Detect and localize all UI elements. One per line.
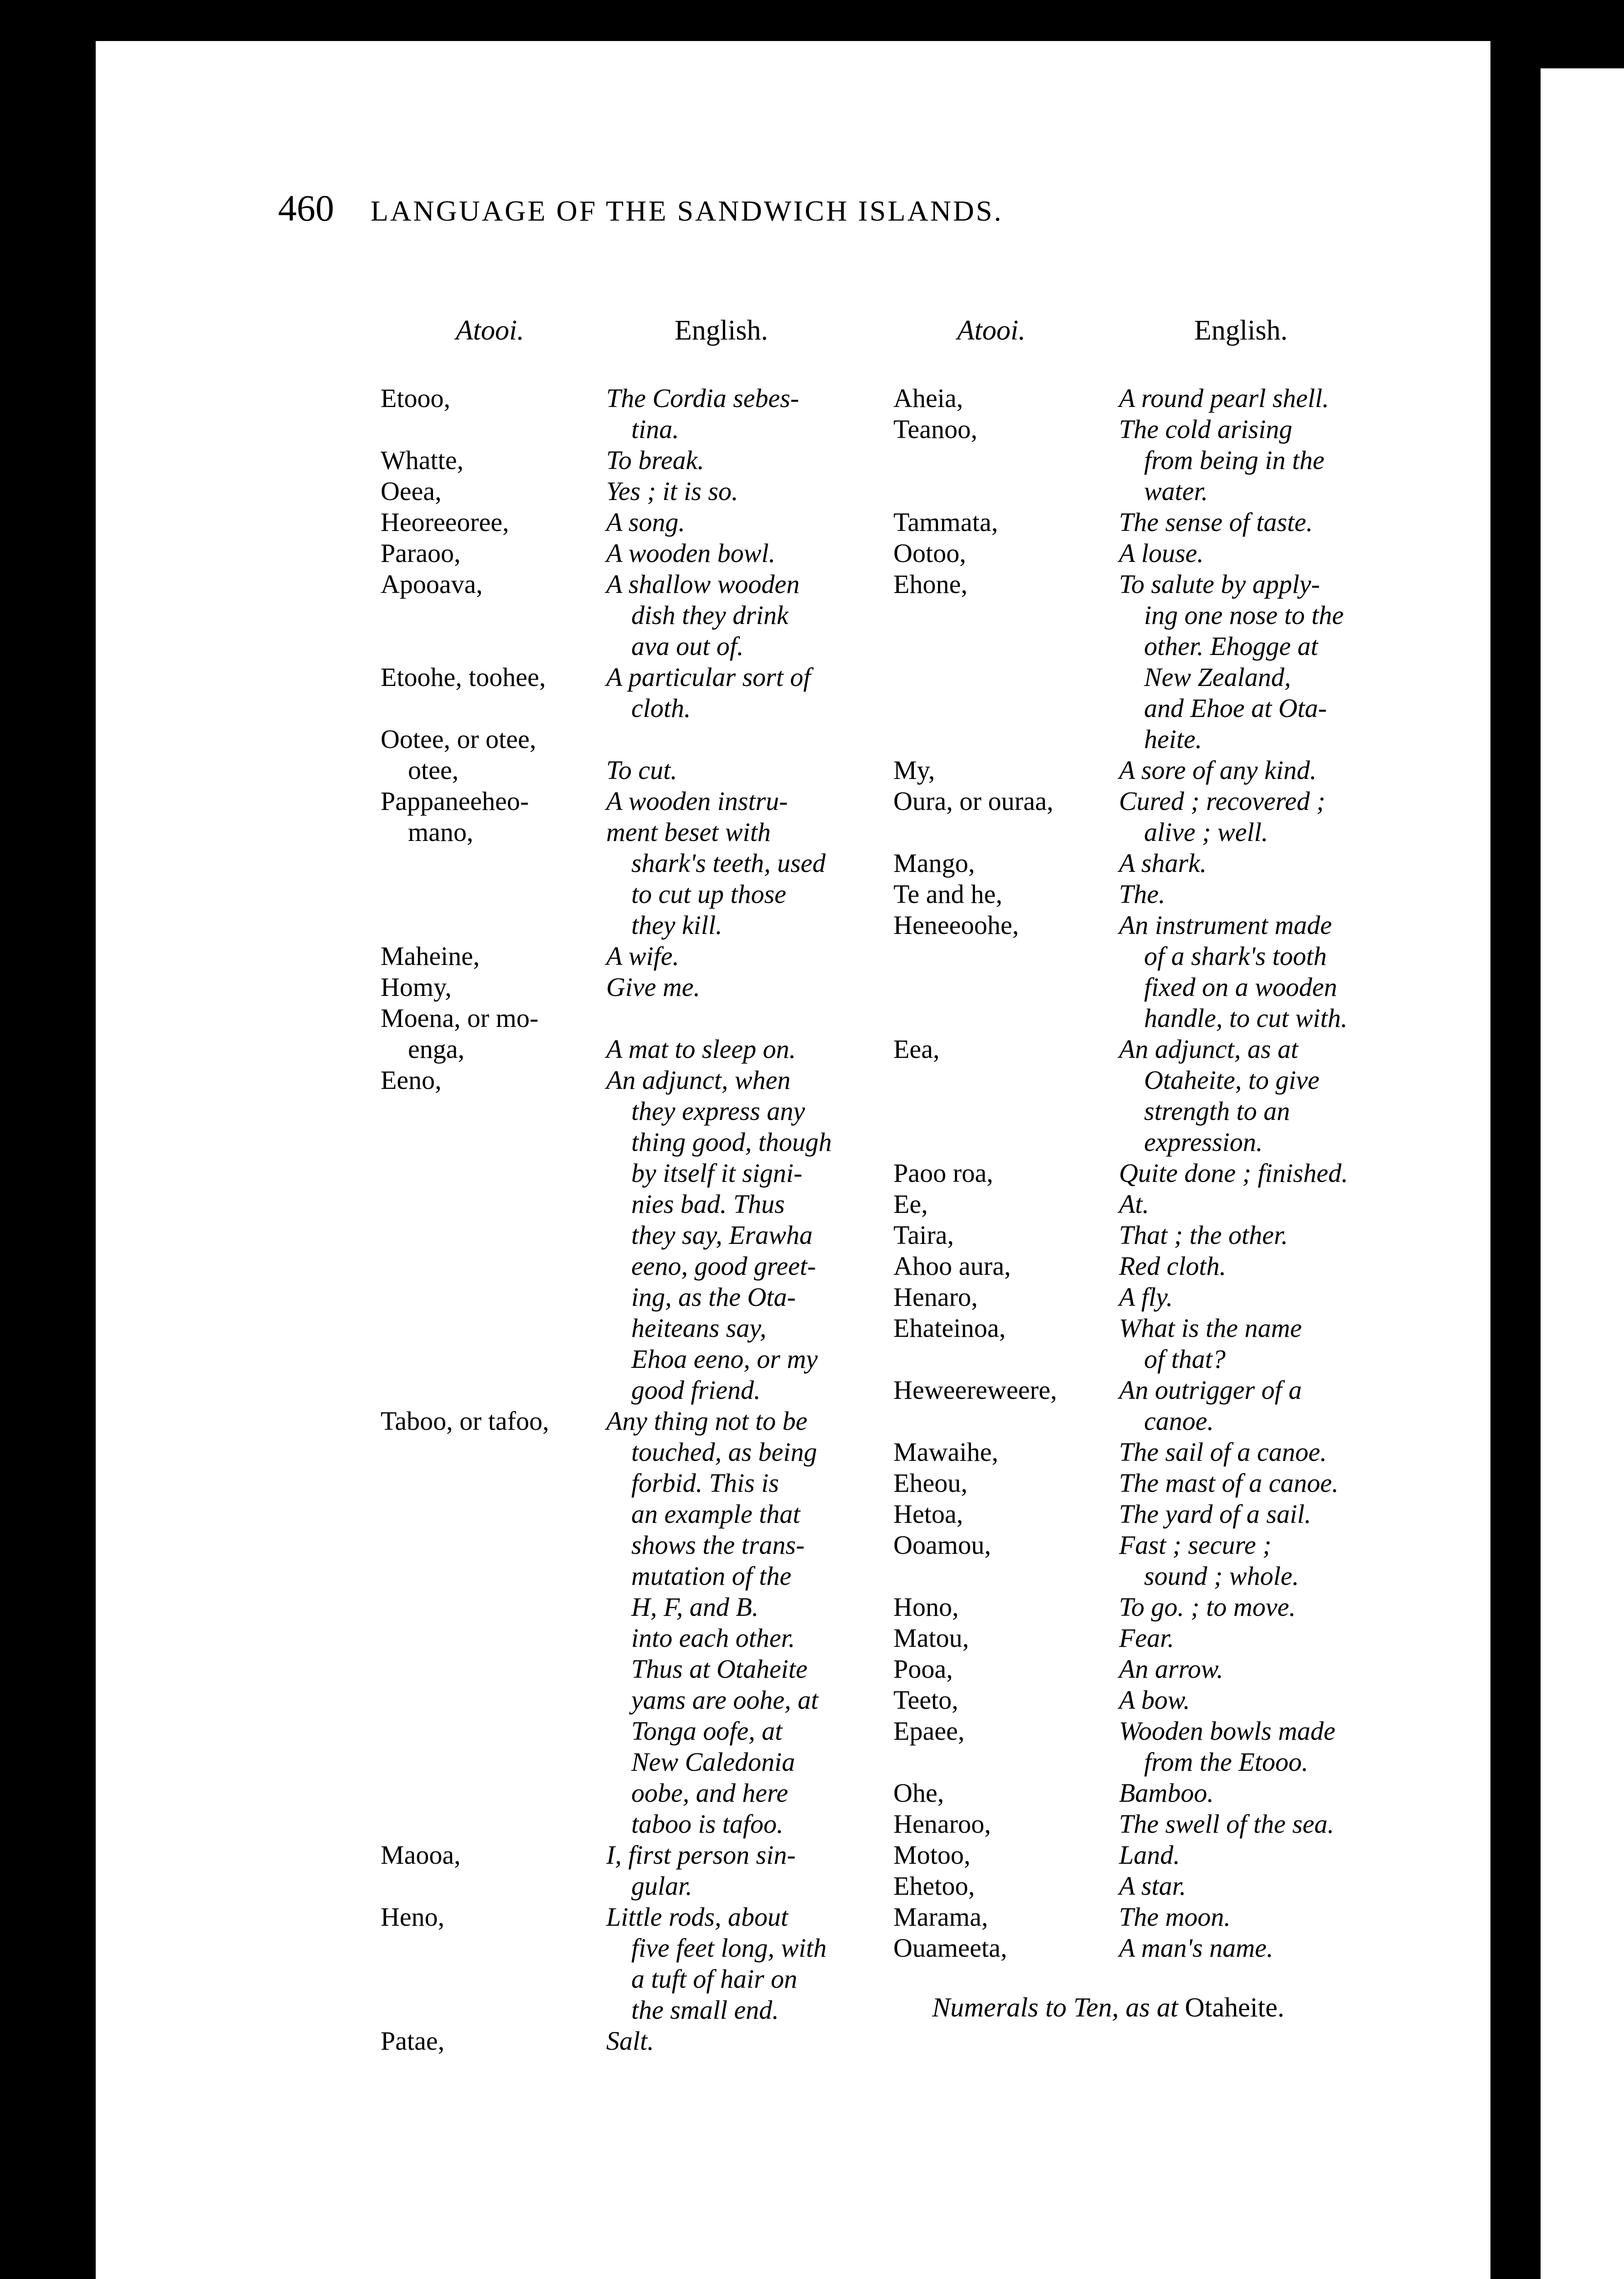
- english-definition: A round pearl shell.: [1119, 383, 1329, 413]
- atooi-word: Ohe,: [893, 1778, 944, 1808]
- atooi-word: Ehetoo,: [893, 1871, 975, 1901]
- column-heading-left-english: English.: [675, 315, 768, 346]
- english-definition: New Caledonia: [631, 1747, 795, 1777]
- atooi-word: Tammata,: [893, 507, 998, 537]
- english-definition: A wooden bowl.: [606, 538, 776, 568]
- english-definition: The Cordia sebes-: [606, 383, 799, 413]
- english-definition: The sail of a canoe.: [1119, 1437, 1327, 1467]
- atooi-word: Heweereweere,: [893, 1375, 1057, 1405]
- facing-page-fragment: T: [1500, 1357, 1515, 1387]
- atooi-word: Ootee, or otee,: [381, 724, 536, 754]
- atooi-word: Maheine,: [381, 941, 480, 971]
- english-definition: of that?: [1144, 1344, 1226, 1374]
- facing-page-fragment: Ar: [1500, 1760, 1527, 1790]
- facing-page-fragment: A: [1500, 1605, 1516, 1635]
- english-definition: alive ; well.: [1144, 817, 1268, 847]
- english-definition: Cured ; recovered ;: [1119, 786, 1325, 816]
- english-definition: sound ; whole.: [1144, 1561, 1299, 1591]
- atooi-word: Heneeoohe,: [893, 910, 1019, 940]
- english-definition: heiteans say,: [631, 1313, 767, 1343]
- english-definition: Otaheite, to give: [1144, 1065, 1320, 1095]
- facing-page-fragment: W: [1500, 1481, 1522, 1511]
- english-definition: canoe.: [1144, 1406, 1214, 1436]
- english-definition: an example that: [631, 1499, 800, 1529]
- english-definition: H, F, and B.: [631, 1592, 759, 1622]
- atooi-word: otee,: [408, 755, 459, 785]
- english-definition: The.: [1119, 879, 1165, 909]
- english-definition: Ehoa eeno, or my: [631, 1344, 818, 1374]
- running-header: [278, 187, 1003, 230]
- english-definition: That ; the other.: [1119, 1220, 1288, 1250]
- atooi-word: Mango,: [893, 848, 975, 878]
- atooi-word: Oeea,: [381, 476, 442, 506]
- facing-page-fragment: T: [1500, 1171, 1515, 1201]
- english-definition: water.: [1144, 476, 1208, 506]
- english-definition: from being in the: [1144, 445, 1325, 475]
- facing-page-fragment: Ir: [1500, 1698, 1520, 1728]
- english-definition: thing good, though: [631, 1127, 832, 1157]
- facing-page-fragment: A: [1500, 1388, 1516, 1418]
- facing-page-fragment: A: [1500, 1574, 1516, 1604]
- atooi-word: Moena, or mo-: [381, 1003, 539, 1033]
- facing-page-fragment: Da: [1500, 1791, 1533, 1821]
- atooi-word: Henaroo,: [893, 1809, 991, 1839]
- english-definition: handle, to cut with.: [1144, 1003, 1348, 1033]
- english-definition: yams are oohe, at: [631, 1685, 819, 1715]
- english-definition: Give me.: [606, 972, 701, 1002]
- english-definition: A shallow wooden: [606, 569, 800, 599]
- english-definition: five feet long, with: [631, 1933, 827, 1963]
- atooi-word: Epaee,: [893, 1716, 965, 1746]
- english-definition: A particular sort of: [606, 662, 811, 692]
- english-definition: Thus at Otaheite: [631, 1654, 808, 1684]
- english-definition: To salute by apply-: [1119, 569, 1320, 599]
- facing-page: [1541, 68, 1624, 2279]
- english-definition: Fear.: [1119, 1623, 1174, 1653]
- page-number: 460: [278, 187, 334, 229]
- atooi-word: Teeto,: [893, 1685, 959, 1715]
- atooi-word: Ehone,: [893, 569, 968, 599]
- english-definition: A song.: [606, 507, 685, 537]
- english-definition: An arrow.: [1119, 1654, 1223, 1684]
- atooi-word: Ootoo,: [893, 538, 966, 568]
- atooi-word: Heoreeoree,: [381, 507, 509, 537]
- english-definition: A shark.: [1119, 848, 1207, 878]
- english-definition: nies bad. Thus: [631, 1189, 785, 1219]
- facing-page-fragment: W: [1500, 1543, 1522, 1573]
- english-definition: tina.: [631, 414, 679, 444]
- english-definition: A mat to sleep on.: [606, 1034, 796, 1064]
- english-definition: I, first person sin-: [606, 1840, 796, 1870]
- english-definition: they express any: [631, 1096, 805, 1126]
- column-heading-right-english: English.: [1194, 315, 1288, 346]
- facing-page-fragment: T: [1500, 1202, 1515, 1232]
- english-definition: New Zealand,: [1144, 662, 1291, 692]
- atooi-word: Te and he,: [893, 879, 1003, 909]
- english-definition: To cut.: [606, 755, 677, 785]
- english-definition: To break.: [606, 445, 704, 475]
- atooi-word: Taboo, or tafoo,: [381, 1406, 549, 1436]
- english-definition: The sense of taste.: [1119, 507, 1313, 537]
- facing-page-fragment: T: [1500, 1450, 1515, 1480]
- english-definition: Yes ; it is so.: [606, 476, 738, 506]
- atooi-word: Homy,: [381, 972, 452, 1002]
- english-definition: To go. ; to move.: [1119, 1592, 1296, 1622]
- english-definition: Wooden bowls made: [1119, 1716, 1335, 1746]
- facing-page-fragment: T: [1500, 1419, 1515, 1449]
- english-definition: cloth.: [631, 693, 691, 723]
- english-definition: they kill.: [631, 910, 722, 940]
- english-definition: A sore of any kind.: [1119, 755, 1317, 785]
- english-definition: The yard of a sail.: [1119, 1499, 1311, 1529]
- numerals-note-place: Otaheite.: [1185, 1992, 1284, 2022]
- english-definition: the small end.: [631, 1995, 779, 2025]
- atooi-word: Taira,: [893, 1220, 954, 1250]
- atooi-word: Ooamou,: [893, 1530, 991, 1560]
- english-definition: mutation of the: [631, 1561, 792, 1591]
- english-definition: Fast ; secure ;: [1119, 1530, 1272, 1560]
- atooi-word: Pappaneeheo-: [381, 786, 529, 816]
- english-definition: The moon.: [1119, 1902, 1231, 1932]
- english-definition: A bow.: [1119, 1685, 1190, 1715]
- english-definition: gular.: [631, 1871, 692, 1901]
- atooi-word: My,: [893, 755, 935, 785]
- atooi-word: Pooa,: [893, 1654, 953, 1684]
- english-definition: The mast of a canoe.: [1119, 1468, 1339, 1498]
- english-definition: Land.: [1119, 1840, 1180, 1870]
- atooi-word: Apooava,: [381, 569, 483, 599]
- english-definition: forbid. This is: [631, 1468, 779, 1498]
- numerals-note: [932, 1992, 1284, 2023]
- english-definition: Salt.: [606, 2026, 654, 2056]
- english-definition: The swell of the sea.: [1119, 1809, 1335, 1839]
- english-definition: expression.: [1144, 1127, 1263, 1157]
- atooi-word: Eheou,: [893, 1468, 968, 1498]
- page-title: LANGUAGE OF THE SANDWICH ISLANDS.: [371, 195, 1003, 227]
- atooi-word: Eeno,: [381, 1065, 442, 1095]
- atooi-word: Oura, or ouraa,: [893, 786, 1054, 816]
- atooi-word: Eea,: [893, 1034, 940, 1064]
- english-definition: Any thing not to be: [606, 1406, 808, 1436]
- english-definition: heite.: [1144, 724, 1202, 754]
- english-definition: ing, as the Ota-: [631, 1282, 796, 1312]
- english-definition: from the Etooo.: [1144, 1747, 1309, 1777]
- english-definition: they say, Erawha: [631, 1220, 813, 1250]
- facing-page-fragment: A: [1500, 1636, 1516, 1666]
- english-definition: At.: [1119, 1189, 1150, 1219]
- english-definition: An adjunct, as at: [1119, 1034, 1299, 1064]
- english-definition: other. Ehogge at: [1144, 631, 1318, 661]
- english-definition: An outrigger of a: [1119, 1375, 1302, 1405]
- atooi-word: Hetoa,: [893, 1499, 963, 1529]
- atooi-word: Aheia,: [893, 383, 963, 413]
- atooi-word: Hono,: [893, 1592, 959, 1622]
- atooi-word: Patae,: [381, 2026, 445, 2056]
- atooi-word: Teanoo,: [893, 414, 978, 444]
- english-definition: shows the trans-: [631, 1530, 805, 1560]
- english-definition: A star.: [1119, 1871, 1186, 1901]
- english-definition: strength to an: [1144, 1096, 1290, 1126]
- atooi-word: Ehateinoa,: [893, 1313, 1006, 1343]
- english-definition: into each other.: [631, 1623, 795, 1653]
- facing-page-fragment: A: [1500, 1729, 1516, 1759]
- english-definition: a tuft of hair on: [631, 1964, 798, 1994]
- atooi-word: Henaro,: [893, 1282, 978, 1312]
- english-definition: Bamboo.: [1119, 1778, 1214, 1808]
- english-definition: taboo is tafoo.: [631, 1809, 784, 1839]
- atooi-word: Matou,: [893, 1623, 969, 1653]
- english-definition: ment beset with: [606, 817, 771, 847]
- atooi-word: Mawaihe,: [893, 1437, 999, 1467]
- english-definition: A man's name.: [1119, 1933, 1273, 1963]
- english-definition: oobe, and here: [631, 1778, 789, 1808]
- english-definition: of a shark's tooth: [1144, 941, 1327, 971]
- facing-page-fragment: T: [1500, 1295, 1515, 1325]
- english-definition: good friend.: [631, 1375, 761, 1405]
- atooi-word: Paoo roa,: [893, 1158, 994, 1188]
- english-definition: ing one nose to the: [1144, 600, 1344, 630]
- english-definition: What is the name: [1119, 1313, 1302, 1343]
- atooi-word: Etoohe, toohee,: [381, 662, 546, 692]
- facing-page-fragment: T: [1500, 1326, 1515, 1356]
- english-definition: An instrument made: [1119, 910, 1332, 940]
- atooi-word: Maooa,: [381, 1840, 461, 1870]
- english-definition: The cold arising: [1119, 414, 1293, 444]
- english-definition: A wooden instru-: [606, 786, 788, 816]
- atooi-word: Ee,: [893, 1189, 928, 1219]
- atooi-word: Etooo,: [381, 383, 451, 413]
- english-definition: to cut up those: [631, 879, 786, 909]
- english-definition: Red cloth.: [1119, 1251, 1227, 1281]
- atooi-word: Marama,: [893, 1902, 988, 1932]
- facing-page-fragment: T: [1500, 1264, 1515, 1294]
- column-heading-right-atooi: Atooi.: [957, 315, 1026, 346]
- english-definition: shark's teeth, used: [631, 848, 826, 878]
- facing-page-fragment: T: [1500, 1140, 1515, 1170]
- facing-page-fragment: A: [1500, 1667, 1516, 1697]
- english-definition: Little rods, about: [606, 1902, 789, 1932]
- english-definition: A fly.: [1119, 1282, 1173, 1312]
- facing-page-fragment: T: [1500, 1233, 1515, 1263]
- english-definition: and Ehoe at Ota-: [1144, 693, 1327, 723]
- english-definition: An adjunct, when: [606, 1065, 791, 1095]
- english-definition: ava out of.: [631, 631, 744, 661]
- english-definition: Tonga oofe, at: [631, 1716, 783, 1746]
- english-definition: Quite done ; finished.: [1119, 1158, 1348, 1188]
- english-definition: fixed on a wooden: [1144, 972, 1337, 1002]
- atooi-word: Ahoo aura,: [893, 1251, 1011, 1281]
- atooi-word: enga,: [408, 1034, 464, 1064]
- atooi-word: Paraoo,: [381, 538, 461, 568]
- column-heading-left-atooi: Atooi.: [456, 315, 524, 346]
- atooi-word: mano,: [408, 817, 474, 847]
- atooi-word: Heno,: [381, 1902, 445, 1932]
- numerals-note-text: Numerals to Ten, as at: [932, 1992, 1178, 2022]
- english-definition: touched, as being: [631, 1437, 817, 1467]
- facing-page-fragment: F: [1500, 1512, 1516, 1542]
- atooi-word: Ouameeta,: [893, 1933, 1007, 1963]
- english-definition: by itself it signi-: [631, 1158, 803, 1188]
- facing-page-fragments: [1500, 1140, 1533, 1821]
- atooi-word: Whatte,: [381, 445, 464, 475]
- english-definition: A louse.: [1119, 538, 1204, 568]
- english-definition: A wife.: [606, 941, 680, 971]
- english-definition: dish they drink: [631, 600, 789, 630]
- atooi-word: Motoo,: [893, 1840, 971, 1870]
- english-definition: eeno, good greet-: [631, 1251, 816, 1281]
